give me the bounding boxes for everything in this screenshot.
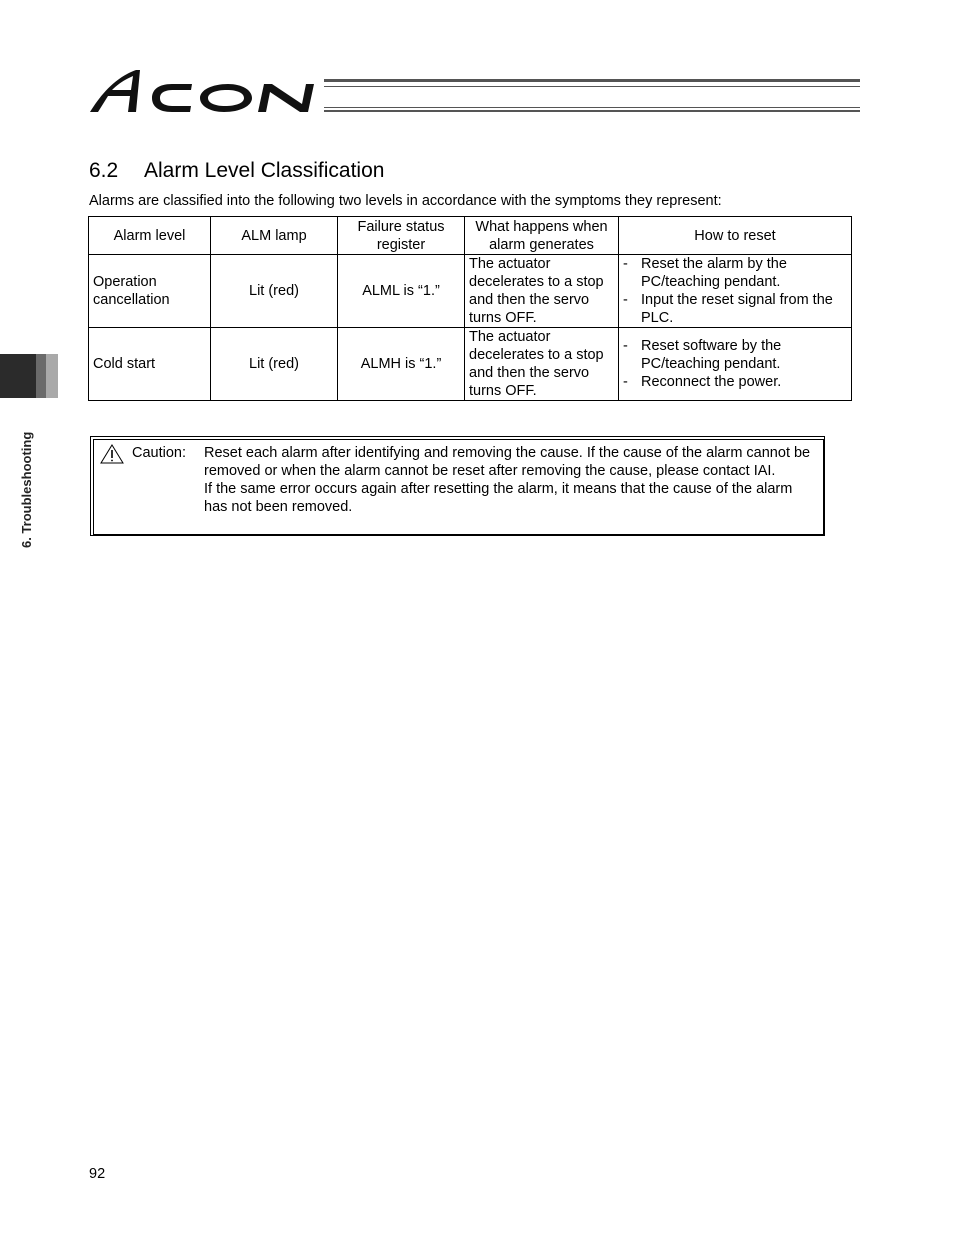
- chapter-label: 6. Troubleshooting: [19, 431, 34, 548]
- header-what-happens: What happens when alarm generates: [465, 217, 619, 255]
- header-failure-status: Failure status register: [338, 217, 465, 255]
- caution-paragraph: Reset each alarm after identifying and removing the cause. If the cause of the alarm cannot be removed or when the alarm cannot be reset after removing the cause, please contact IAI.: [204, 445, 811, 479]
- alarm-level-table: [88, 216, 852, 401]
- section-number: 6.2: [89, 159, 119, 182]
- cell-failure-status: ALML is “1.”: [338, 255, 465, 328]
- page-number: 92: [89, 1166, 106, 1182]
- list-item: - Reset software by the PC/teaching pendant.: [623, 338, 782, 372]
- table-header-row: [89, 217, 852, 255]
- caution-label: Caution:: [132, 445, 187, 461]
- acon-logo: [88, 66, 328, 114]
- header-rule: [324, 79, 860, 113]
- table-row: [89, 328, 852, 401]
- section-title-text: Alarm Level Classification: [144, 159, 385, 182]
- cell-how-to-reset: [619, 328, 852, 401]
- chapter-tab-marker: [0, 354, 58, 398]
- cell-what-happens: The actuator decelerates to a stop and then the servo turns OFF.: [465, 255, 619, 328]
- header-alm-lamp: ALM lamp: [211, 217, 338, 255]
- section-title: [89, 159, 384, 183]
- list-item: - Reset the alarm by the PC/teaching pendant.: [623, 256, 787, 290]
- cell-alarm-level: Operation cancellation: [89, 255, 211, 328]
- intro-text: Alarms are classified into the following two levels in accordance with the symptoms they represent:: [89, 193, 722, 209]
- cell-what-happens: The actuator decelerates to a stop and then the servo turns OFF.: [465, 328, 619, 401]
- cell-alm-lamp: Lit (red): [211, 255, 338, 328]
- cell-alarm-level: Cold start: [89, 328, 211, 401]
- caution-text: [204, 444, 816, 516]
- warning-triangle-icon: [100, 444, 124, 464]
- list-item: - Input the reset signal from the PLC.: [623, 292, 833, 326]
- table-row: [89, 255, 852, 328]
- cell-how-to-reset: [619, 255, 852, 328]
- cell-alm-lamp: Lit (red): [211, 328, 338, 401]
- header-how-to-reset: How to reset: [619, 217, 852, 255]
- caution-box: [90, 436, 825, 536]
- header-alarm-level: Alarm level: [89, 217, 211, 255]
- list-item: - Reconnect the power.: [623, 374, 782, 390]
- cell-failure-status: ALMH is “1.”: [338, 328, 465, 401]
- caution-paragraph: If the same error occurs again after resetting the alarm, it means that the cause of the alarm has not been removed.: [204, 481, 793, 515]
